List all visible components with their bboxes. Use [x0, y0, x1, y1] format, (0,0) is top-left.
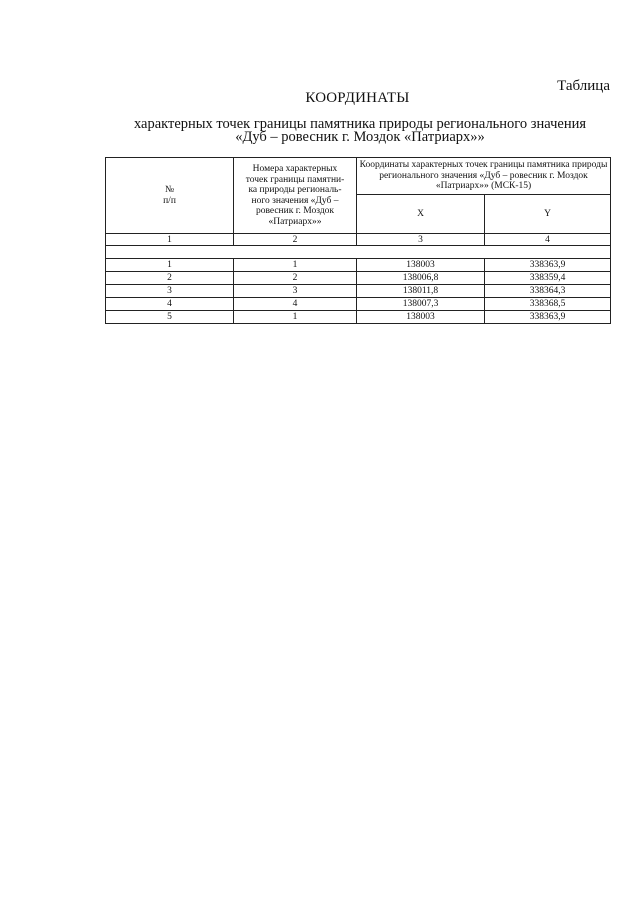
header-number: № п/п — [106, 158, 234, 234]
table-row — [106, 259, 611, 272]
cell-y: 338363,9 — [485, 311, 611, 324]
cell-point: 1 — [234, 311, 357, 324]
table-row — [106, 298, 611, 311]
cell-y: 338368,5 — [485, 298, 611, 311]
document-subtitle-line-1: характерных точек границы памятника природы регионального значения — [133, 116, 587, 132]
cell-y: 338363,9 — [485, 259, 611, 272]
cell-point: 1 — [234, 259, 357, 272]
cell-point: 3 — [234, 285, 357, 298]
cell-y: 338364,3 — [485, 285, 611, 298]
cell-x: 138006,8 — [357, 272, 485, 285]
cell-number: 4 — [106, 298, 234, 311]
cell-x: 138007,3 — [357, 298, 485, 311]
table-label: Таблица — [557, 78, 610, 94]
column-index: 2 — [234, 234, 357, 246]
column-index: 4 — [485, 234, 611, 246]
cell-point: 2 — [234, 272, 357, 285]
table-row — [106, 285, 611, 298]
cell-number: 1 — [106, 259, 234, 272]
header-point-number: Номера характерных точек границы памятни-ка природы региональ-ного значения «Дуб – ровесник г. Моздок «Патриарх»» — [234, 158, 357, 234]
cell-number: 5 — [106, 311, 234, 324]
document-subtitle — [110, 118, 610, 144]
spacer-cell — [106, 246, 611, 259]
cell-number: 2 — [106, 272, 234, 285]
table-row — [106, 311, 611, 324]
spacer-row — [106, 246, 611, 259]
cell-x: 138011,8 — [357, 285, 485, 298]
cell-point: 4 — [234, 298, 357, 311]
header-y: Y — [485, 195, 611, 234]
document-subtitle-line-2: «Дуб – ровесник г. Моздок «Патриарх»» — [235, 129, 485, 145]
cell-y: 338359,4 — [485, 272, 611, 285]
column-index-row — [106, 234, 611, 246]
cell-x: 138003 — [357, 311, 485, 324]
document-title: КООРДИНАТЫ — [305, 90, 410, 106]
cell-x: 138003 — [357, 259, 485, 272]
column-index: 3 — [357, 234, 485, 246]
header-x: X — [357, 195, 485, 234]
table-row — [106, 272, 611, 285]
coordinates-table — [105, 157, 611, 324]
column-index: 1 — [106, 234, 234, 246]
cell-number: 3 — [106, 285, 234, 298]
header-coordinates: Координаты характерных точек границы памятника природы регионального значения «Дуб – ровесник г. Моздок «Патриарх»» (МСК-15) — [357, 158, 611, 195]
